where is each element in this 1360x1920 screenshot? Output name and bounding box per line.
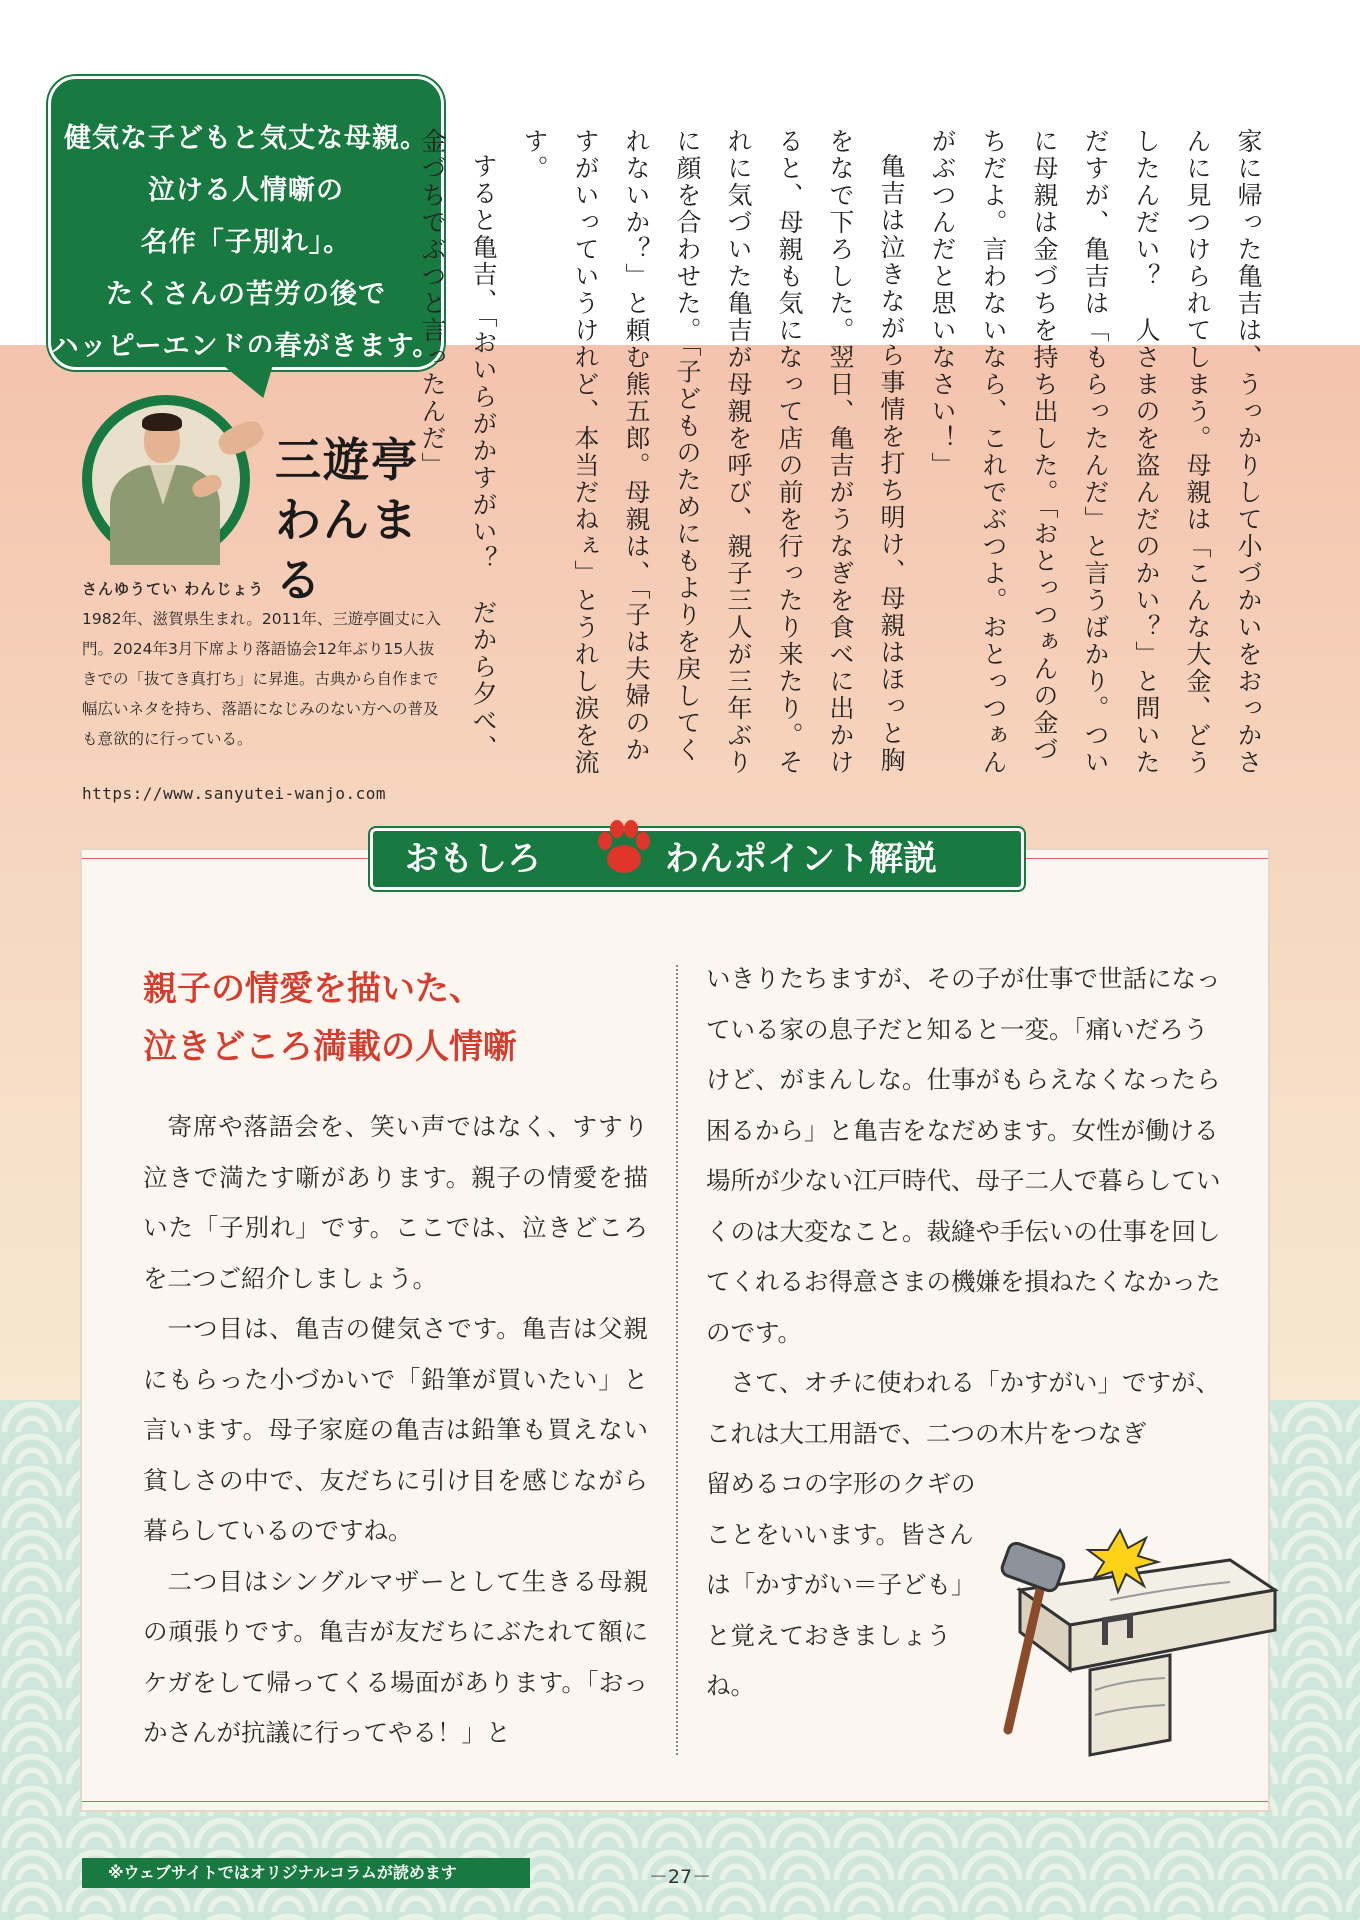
bubble-text xyxy=(51,113,441,373)
heading-line-2: 泣きどころ満載の人情噺 xyxy=(143,1027,517,1067)
profile-bio: 1982年、滋賀県生まれ。2011年、三遊亭圓丈に入門。2024年3月下席より落語協会12年ぶり15人抜きでの「抜てき真打ち」に昇進。古典から自作まで幅広いネタを持ち、落語になじみのない方への普及も意欲的に行っている。 xyxy=(82,610,441,748)
story-paragraph: すると亀吉、「おいらがかすがい？ だから夕べ、金づちでぶつと言ったんだ」 xyxy=(418,128,498,762)
section-badge xyxy=(370,828,1024,890)
avatar xyxy=(82,395,250,563)
paragraph: 一つ目は、亀吉の健気さです。亀吉は父親にもらった小づかいで「鉛筆が買いたい」と言います。母子家庭の亀吉は鉛筆も買えない貧しさの中で、友だちに引け目を感じながら暮らしているのですね。 xyxy=(143,1314,648,1545)
portrait-photo xyxy=(92,405,240,553)
website-note: ※ウェブサイトではオリジナルコラムが読めます xyxy=(82,1858,530,1888)
bubble-line: 健気な子どもと気丈な母親。 xyxy=(64,123,428,154)
hair xyxy=(142,413,182,431)
bubble-line: たくさんの苦労の後で xyxy=(106,279,386,310)
speech-bubble xyxy=(48,76,444,370)
bubble-line: 泣ける人情噺の xyxy=(148,175,344,206)
bubble-line: ハッピーエンドの春がきます。 xyxy=(51,331,441,362)
paragraph: 寄席や落語会を、笑い声ではなく、すすり泣きで満たす噺があります。親子の情愛を描いた「子別れ」です。ここでは、泣きどころを二つご紹介しましょう。 xyxy=(143,1112,648,1293)
section-heading xyxy=(143,960,683,1076)
name-line-2: わんまる xyxy=(275,493,419,607)
paragraph: さて、オチに使われる「かすがい」ですが、これは大工用語で、二つの木片をつなぎ xyxy=(706,1368,1221,1448)
name-line-1: 三遊亭 xyxy=(275,433,419,487)
bottom-rule xyxy=(82,1801,1268,1802)
paw-icon xyxy=(589,813,659,883)
badge-label-right: わんポイント解説 xyxy=(665,839,937,879)
story-text xyxy=(418,128,1274,788)
name-reading: さんゆうてい わんじょう xyxy=(82,580,265,598)
story-paragraph: 家に帰った亀吉は、うっかりして小づかいをおっかさんに見つけられてしまう。母親は「こんな大金、どうしたんだい？ 人さまのを盗んだのかい？」と問いただすが、亀吉は「もらったんだ」と言うばかり。ついに母親は金づちを持ち出した。「おとっつぁんの金づちだよ。言わないなら、これでぶつよ。おとっつぁんがぶつんだと思いなさい！」 xyxy=(928,128,1263,776)
website-link[interactable]: https://www.sanyutei-wanjo.com xyxy=(82,784,386,803)
heading-line-1: 親子の情愛を描いた、 xyxy=(143,969,483,1009)
story-paragraph: 亀吉は泣きながら事情を打ち明け、母親はほっと胸をなで下ろした。翌日、亀吉がうなぎを食べに出かけると、母親も気になって店の前を行ったり来たり。それに気づいた亀吉が母親を呼び、親子三人が三年ぶりに顔を合わせた。「子どものためにもよりを戻してくれないか？」と頼む熊五郎。母親は、「子は夫婦のかすがいっていうけれど、本当だねぇ」とうれし涙を流す。 xyxy=(520,128,906,776)
column-divider xyxy=(676,965,678,1755)
page-number: －27－ xyxy=(648,1866,712,1888)
badge-label-left: おもしろ xyxy=(405,839,541,879)
paragraph: 二つ目はシングルマザーとして生きる母親の頑張りです。亀吉が友だちにぶたれて額にケガをして帰ってくる場面があります。「おっかさんが抗議に行ってやる！」と xyxy=(143,1566,648,1747)
mallet-illustration xyxy=(1000,1520,1290,1760)
paragraph: 留めるコの字形のクギのことをいいます。皆さんは「かすがい＝子ども」と覚えておきましょうね。 xyxy=(706,1469,976,1700)
paragraph: いきりたちますが、その子が仕事で世話になっている家の息子だと知ると一変。「痛いだろうけど、がまんしな。仕事がもらえなくなったら困るから」と亀吉をなだめます。女性が働ける場所が少ない江戸時代、母子二人で暮らしていくのは大変なこと。裁縫や手伝いの仕事を回してくれるお得意さまの機嫌を損ねたくなかったのです。 xyxy=(706,964,1221,1347)
left-column xyxy=(143,1102,648,1759)
bubble-line: 名作「子別れ」。 xyxy=(140,227,352,258)
